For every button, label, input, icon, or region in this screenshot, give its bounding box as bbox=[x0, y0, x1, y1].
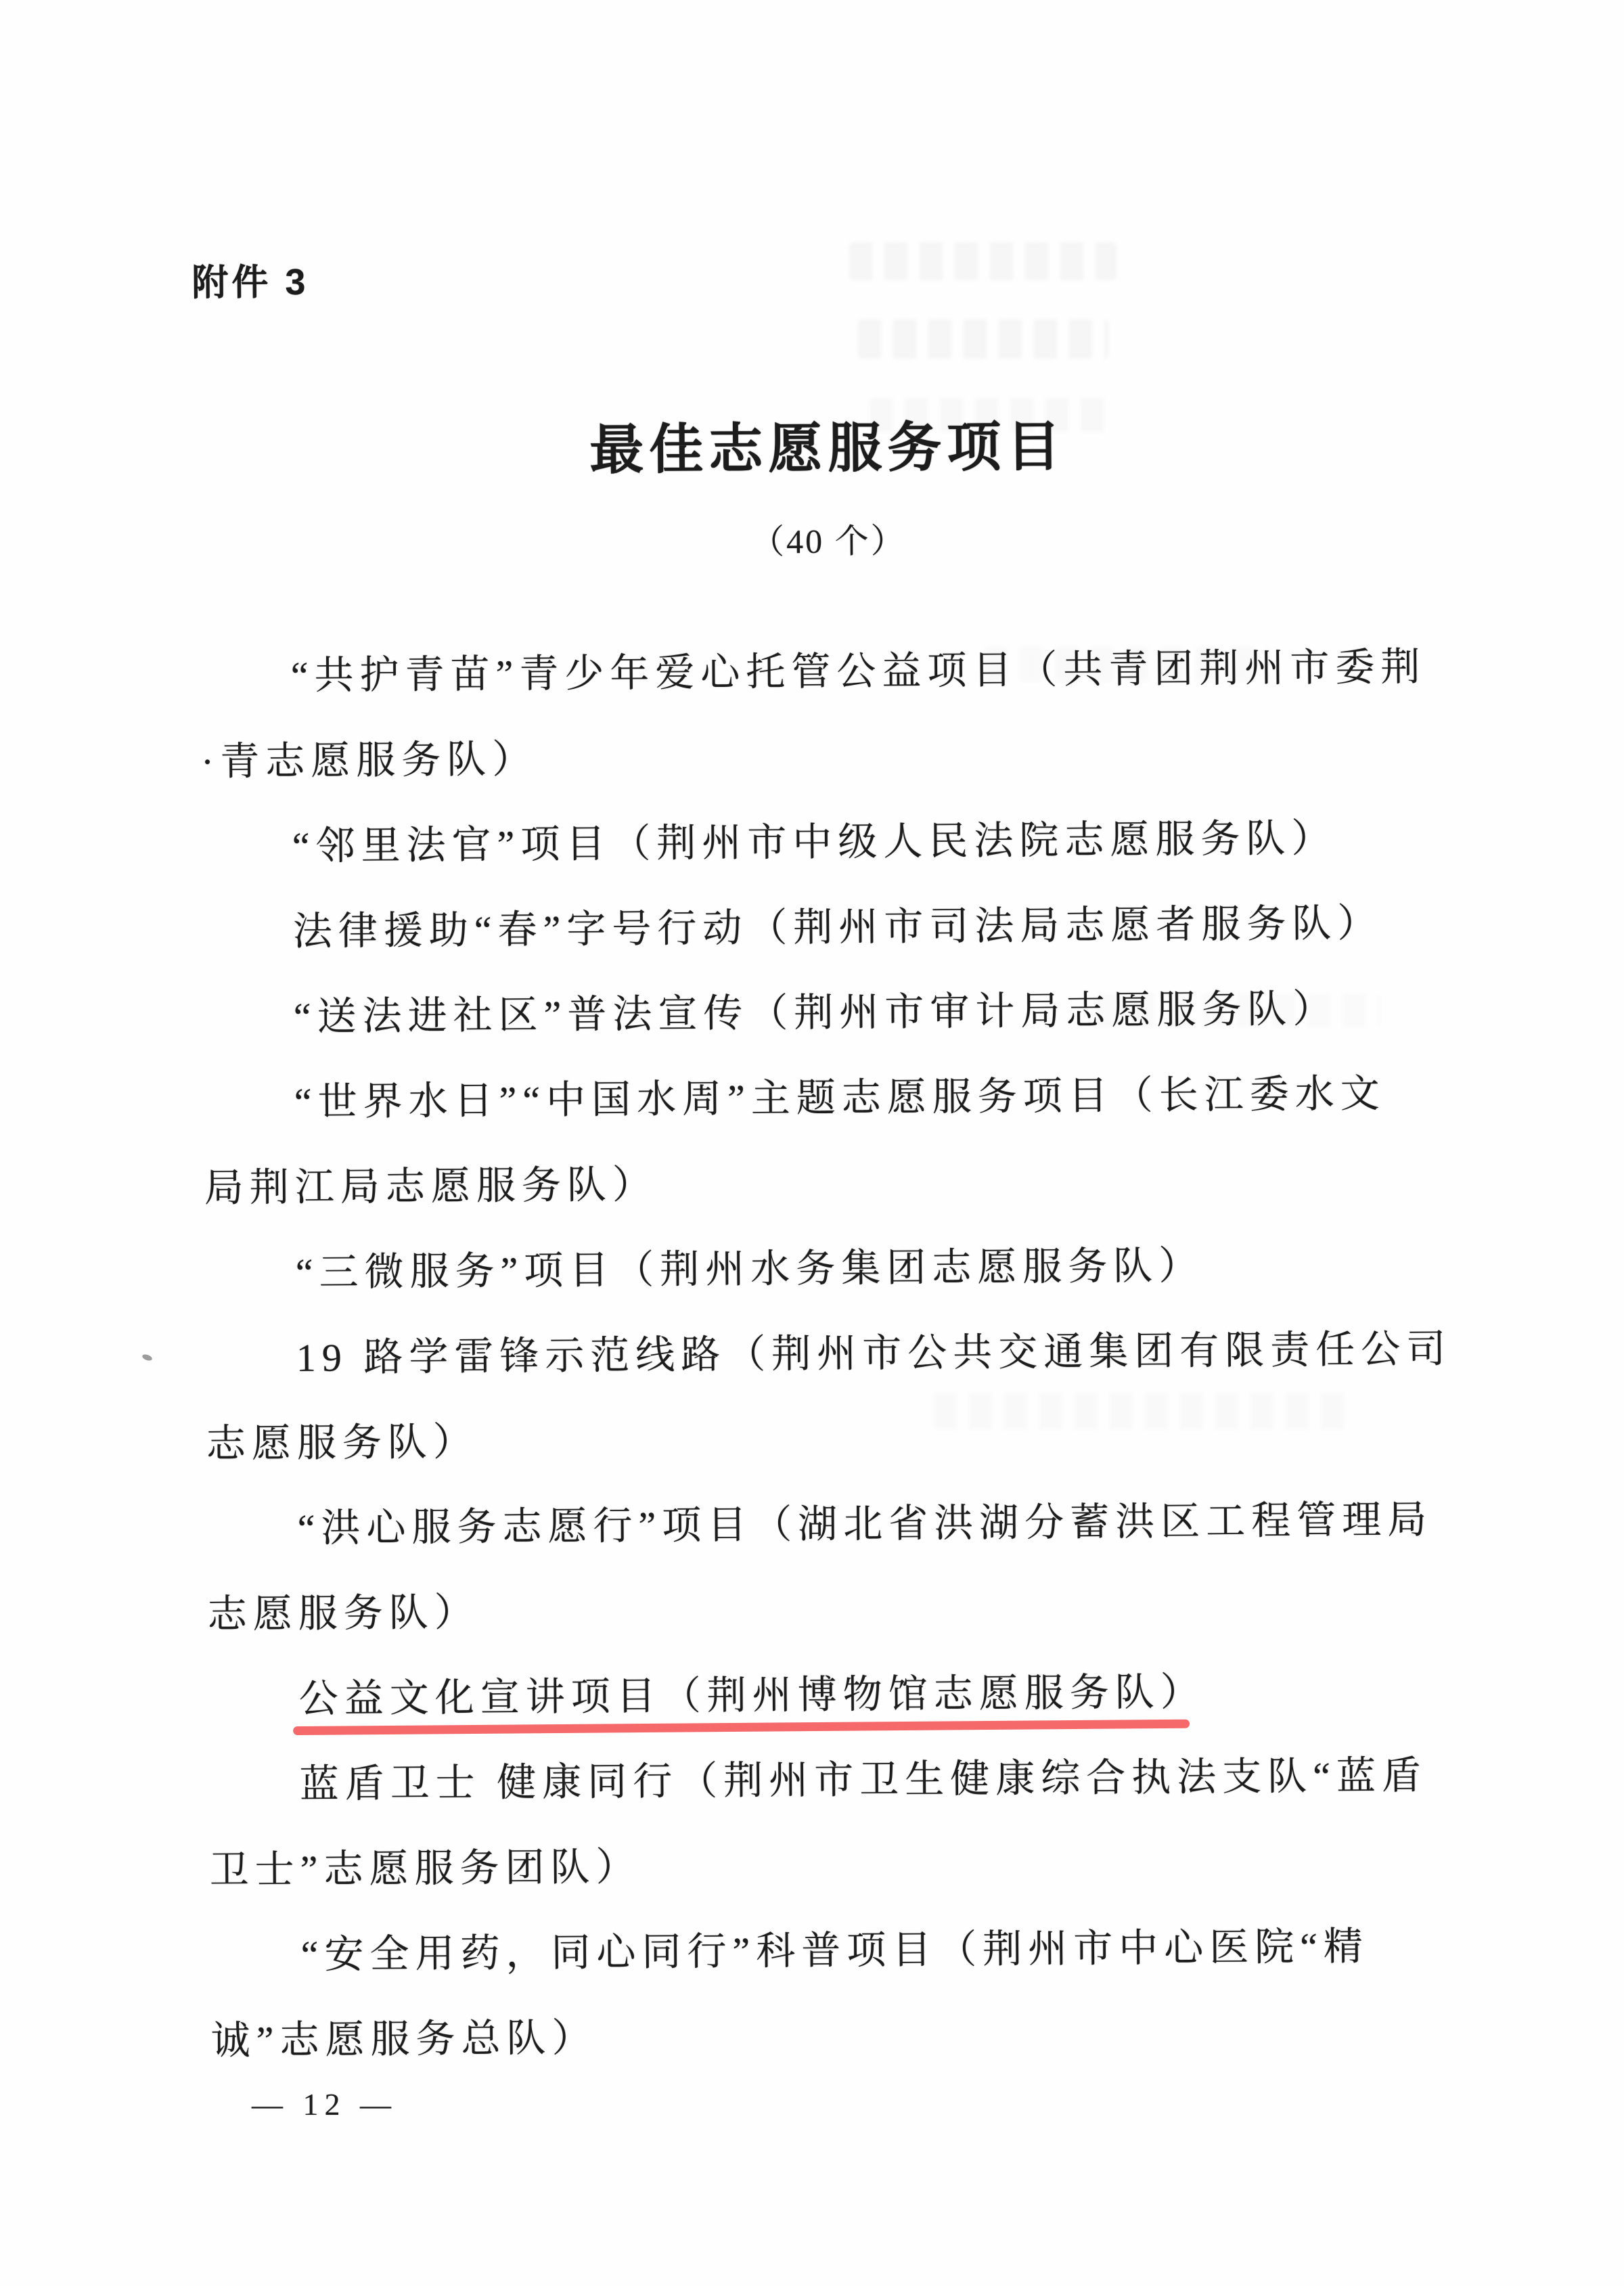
line-text: “洪心服务志愿行”项目（湖北省洪湖分蓄洪区工程管理局 bbox=[297, 1497, 1433, 1550]
document-title: 最佳志愿服务项目 bbox=[589, 416, 1066, 480]
document-line bbox=[206, 1391, 1465, 1487]
document-line bbox=[209, 1818, 1468, 1913]
document-line bbox=[202, 880, 1461, 975]
line-text: “安全用药，同心同行”科普项目（荆州市中心医院“精 bbox=[300, 1924, 1370, 1977]
document-line bbox=[207, 1562, 1466, 1657]
document-line-underlined bbox=[208, 1647, 1467, 1743]
document-line bbox=[201, 794, 1460, 890]
line-text: “送法进社区”普法宣传（荆州市审计局志愿服务队） bbox=[293, 986, 1338, 1039]
line-text: 志愿服务队） bbox=[207, 1590, 480, 1637]
line-text: 19 路学雷锋示范线路（荆州市公共交通集团有限责任公司 bbox=[296, 1326, 1452, 1381]
line-text: 局荆江局志愿服务队） bbox=[204, 1162, 658, 1211]
document-line bbox=[200, 624, 1459, 719]
line-text: ·青志愿服务队） bbox=[200, 737, 538, 784]
document-subtitle: （40 个） bbox=[750, 521, 907, 561]
line-text: “共护青苗”青少年爱心托管公益项目（共青团荆州市委荆 bbox=[290, 644, 1426, 698]
line-text: “邻里法官”项目（荆州市中级人民法院志愿服务队） bbox=[292, 815, 1337, 869]
document-line bbox=[208, 1732, 1468, 1828]
line-text: 公益文化宣讲项目（荆州博物馆志愿服务队） bbox=[298, 1669, 1206, 1721]
page-number: — 12 — bbox=[252, 2087, 397, 2122]
document-line bbox=[206, 1477, 1466, 1572]
document-line bbox=[204, 1136, 1463, 1231]
document-line bbox=[200, 709, 1460, 805]
document-line bbox=[202, 965, 1462, 1060]
line-text: 法律援助“春”字号行动（荆州市司法局志愿者服务队） bbox=[292, 901, 1383, 954]
document-line bbox=[205, 1306, 1464, 1402]
line-text: 志愿服务队） bbox=[206, 1419, 479, 1466]
line-text: 诚”志愿服务总队） bbox=[210, 2015, 597, 2063]
document-body bbox=[200, 624, 1470, 2084]
document-line bbox=[204, 1221, 1464, 1316]
attachment-label: 附件 3 bbox=[191, 261, 309, 304]
line-text: “世界水日”“中国水周”主题志愿服务项目（长江委水文 bbox=[294, 1071, 1386, 1125]
document-line bbox=[210, 1988, 1470, 2084]
line-text: 卫士”志愿服务团队） bbox=[209, 1845, 641, 1893]
line-text: 蓝盾卫士 健康同行（荆州市卫生健康综合执法支队“蓝盾 bbox=[299, 1753, 1428, 1806]
document-line bbox=[203, 1050, 1462, 1146]
red-underline-annotation bbox=[293, 1720, 1190, 1735]
document-line bbox=[210, 1903, 1469, 1998]
line-text: “三微服务”项目（荆州水务集团志愿服务队） bbox=[295, 1243, 1204, 1295]
